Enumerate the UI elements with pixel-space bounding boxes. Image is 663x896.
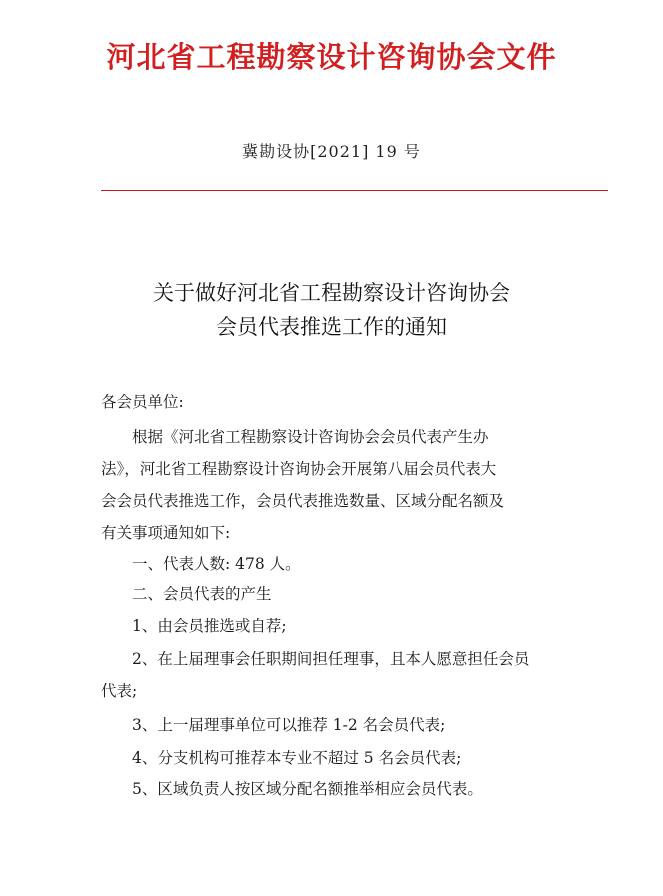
notice-title-line-2: 会员代表推选工作的通知	[216, 315, 447, 339]
document-number: 冀勘设协[2021] 19 号	[242, 142, 421, 161]
list-item-2-line-2: 代表;	[101, 682, 138, 700]
list-item-4: 4、分支机构可推荐本专业不超过 5 名会员代表;	[132, 749, 462, 767]
list-item-3: 3、上一届理事单位可以推荐 1-2 名会员代表;	[132, 716, 446, 734]
list-item-5: 5、区域负责人按区域分配名额推举相应会员代表。	[132, 780, 483, 798]
notice-title-line-1: 关于做好河北省工程勘察设计咨询协会	[153, 281, 510, 305]
addressee: 各会员单位:	[101, 393, 184, 411]
list-item-1: 1、由会员推选或自荐;	[132, 617, 287, 635]
intro-line-1: 根据《河北省工程勘察设计咨询协会会员代表产生办	[132, 428, 489, 446]
list-item-2-line-1: 2、在上届理事会任职期间担任理事，且本人愿意担任会员	[132, 650, 530, 668]
red-divider-line	[101, 190, 608, 191]
org-header-title: 河北省工程勘察设计咨询协会文件	[106, 40, 557, 74]
section-1-heading: 一、代表人数: 478 人。	[132, 555, 301, 573]
section-2-heading: 二、会员代表的产生	[132, 585, 272, 603]
intro-line-3: 会会员代表推选工作，会员代表推选数量、区域分配名额及	[101, 492, 505, 510]
intro-line-4: 有关事项通知如下:	[101, 524, 231, 542]
intro-line-2: 法》，河北省工程勘察设计咨询协会开展第八届会员代表大	[101, 460, 497, 478]
notice-title	[0, 276, 663, 344]
